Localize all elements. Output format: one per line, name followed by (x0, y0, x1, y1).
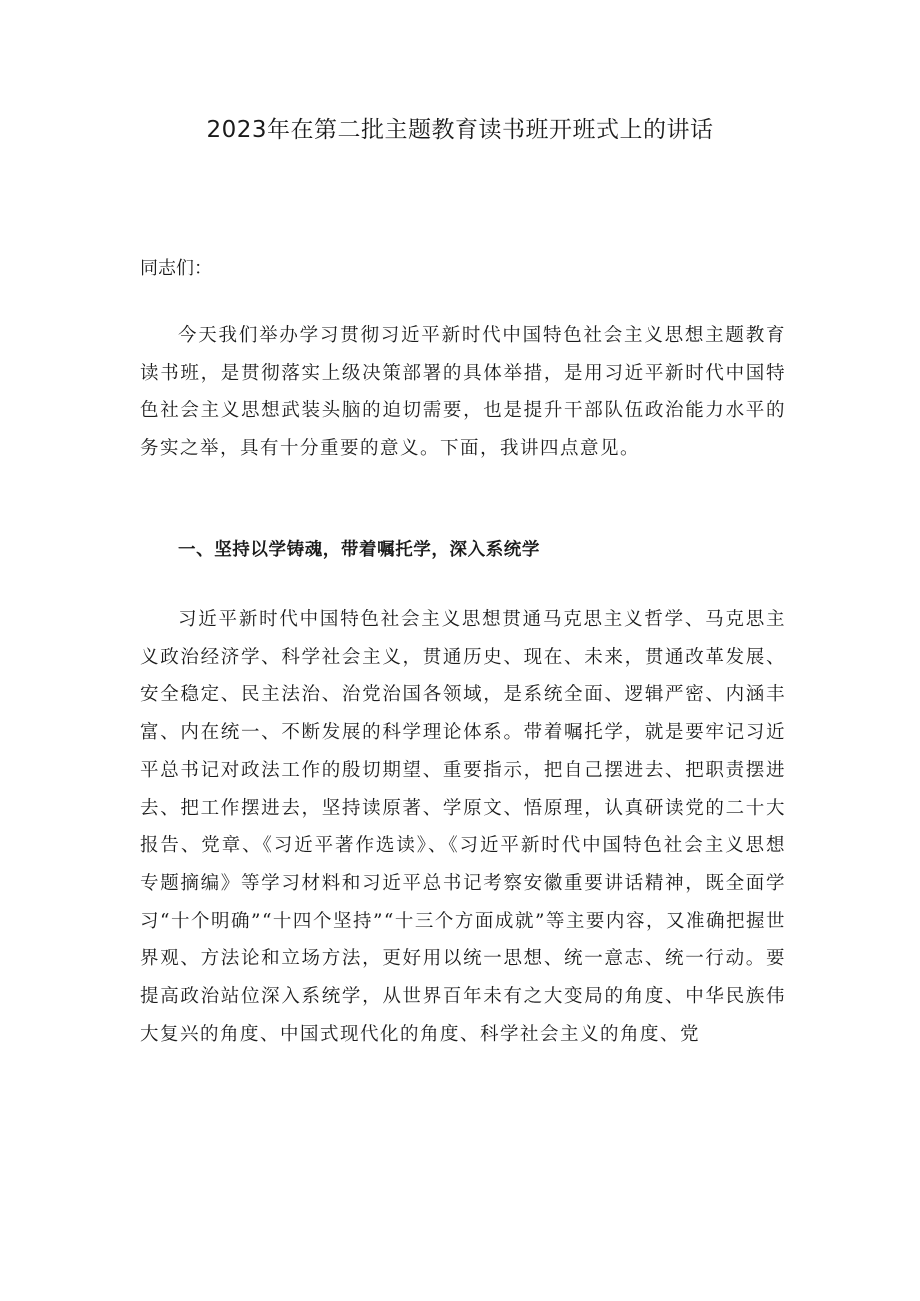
intro-paragraph: 今天我们举办学习贯彻习近平新时代中国特色社会主义思想主题教育读书班，是贯彻落实上级决策部署的具体举措，是用习近平新时代中国特色社会主义思想武装头脑的迫切需要，也是提升干部队伍政治能力水平的务实之举，具有十分重要的意义。下面，我讲四点意见。 (140, 325, 786, 460)
salutation: 同志们： (140, 258, 212, 279)
section-heading: 一、坚持以学铸魂，带着嘱托学，深入系统学 (178, 540, 540, 560)
section-paragraph: 习近平新时代中国特色社会主义思想贯通马克思主义哲学、马克思主义政治经济学、科学社会主义，贯通历史、现在、未来，贯通改革发展、安全稳定、民主法治、治党治国各领域，是系统全面、逻辑严密、内涵丰富、内在统一、不断发展的科学理论体系。带着嘱托学，就是要牢记习近平总书记对政法工作的殷切期望、重要指示，把自己摆进去、把职责摆进去、把工作摆进去，坚持读原著、学原文、悟原理，认真研读党的二十大报告、党章、《习近平著作选读》、《习近平新时代中国特色社会主义思想专题摘编》等学习材料和习近平总书记考察安徽重要讲话精神，既全面学习“十个明确”“十四个坚持”“十三个方面成就”等主要内容，又准确把握世界观、方法论和立场方法，更好用以统一思想、统一意志、统一行动。要提高政治站位深入系统学，从世界百年未有之大变局的角度、中华民族伟大复兴的角度、中国式现代化的角度、科学社会主义的角度、党 (140, 609, 786, 1045)
document-title: 2023年在第二批主题教育读书班开班式上的讲话 (206, 117, 714, 143)
